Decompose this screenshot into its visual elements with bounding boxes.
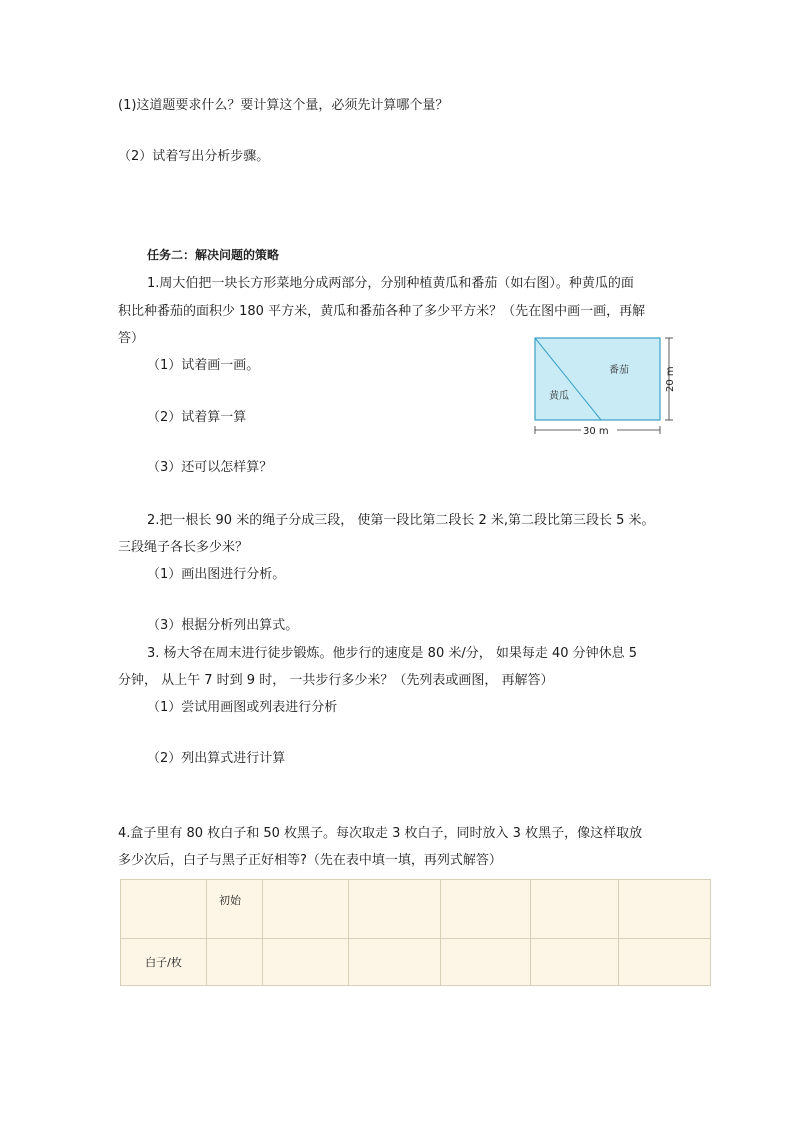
- problem2-line1: 2.把一根长 90 米的绳子分成三段， 使第一段比第二段长 2 米,第二段比第三段长 5 米。: [147, 513, 655, 528]
- problem4-line1: 4.盒子里有 80 枚白子和 50 枚黑子。每次取走 3 枚白子，同时放入 3 枚黑子，像这样取放: [118, 826, 643, 841]
- problem2-line2: 三段绳子各长多少米？: [118, 540, 249, 555]
- problem1-sub3: （3）还可以怎样算？: [147, 460, 273, 475]
- problem1-line1: 1.周大伯把一块长方形菜地分成两部分，分别种植黄瓜和番茄（如右图）。种黄瓜的面: [147, 276, 634, 291]
- problem3-line2: 分钟， 从上午 7 时到 9 时， 一共步行多少米？（先列表或画图， 再解答）: [118, 673, 554, 688]
- table-cell[interactable]: [349, 880, 441, 939]
- table-cell[interactable]: [441, 880, 531, 939]
- problem3-sub2: （2）列出算式进行计算: [147, 751, 286, 766]
- table-corner-cell: [121, 880, 207, 939]
- tomato-label: 番茄: [609, 365, 629, 376]
- problem2-sub1: （1）画出图进行分析。: [147, 567, 286, 582]
- problem1-sub2: （2）试着算一算: [147, 410, 247, 425]
- table-cell[interactable]: [619, 880, 711, 939]
- table-cell[interactable]: [207, 939, 263, 986]
- table-row-label-cell: [121, 939, 207, 986]
- intro-question-2: （2）试着写出分析步骤。: [118, 149, 270, 164]
- problem1-line2: 积比种番茄的面积少 180 平方米，黄瓜和番茄各种了多少平方米？（先在图中画一画，再解: [118, 304, 646, 319]
- table-cell[interactable]: [263, 939, 349, 986]
- problem4-line2: 多少次后，白子与黑子正好相等?（先在表中填一填，再列式解答）: [118, 853, 502, 868]
- problem3-line1: 3. 杨大爷在周末进行徒步锻炼。他步行的速度是 80 米/分， 如果每走 40 分钟休息 5: [147, 646, 638, 661]
- table-header-row: [121, 880, 711, 939]
- table-header-start: 初始: [219, 894, 241, 907]
- intro-question-1: (1)这道题要求什么？要计算这个量，必须先计算哪个量？: [118, 98, 449, 113]
- width-dimension-label: 30 m: [583, 426, 609, 437]
- table-cell[interactable]: [531, 880, 619, 939]
- field-diagram: [525, 330, 685, 440]
- table-cell[interactable]: [263, 880, 349, 939]
- cucumber-label: 黄瓜: [549, 391, 569, 402]
- problem1-sub1: （1）试着画一画。: [147, 358, 260, 373]
- table-cell[interactable]: [531, 939, 619, 986]
- height-dimension-label: 20 m: [665, 366, 676, 392]
- table-cell[interactable]: [349, 939, 441, 986]
- table-header-start-cell: [207, 880, 263, 939]
- table-cell[interactable]: [619, 939, 711, 986]
- table-row: [121, 939, 711, 986]
- table-row-label: 白子/枚: [145, 956, 182, 969]
- problem3-sub1: （1）尝试用画图或列表进行分析: [147, 700, 338, 715]
- white-pieces-table: [120, 879, 711, 986]
- problem2-sub3: （3）根据分析列出算式。: [147, 618, 299, 633]
- task2-heading: 任务二：解决问题的策略: [147, 248, 280, 262]
- field-rectangle: [535, 338, 660, 420]
- table-cell[interactable]: [441, 939, 531, 986]
- problem1-line3: 答）: [118, 331, 145, 346]
